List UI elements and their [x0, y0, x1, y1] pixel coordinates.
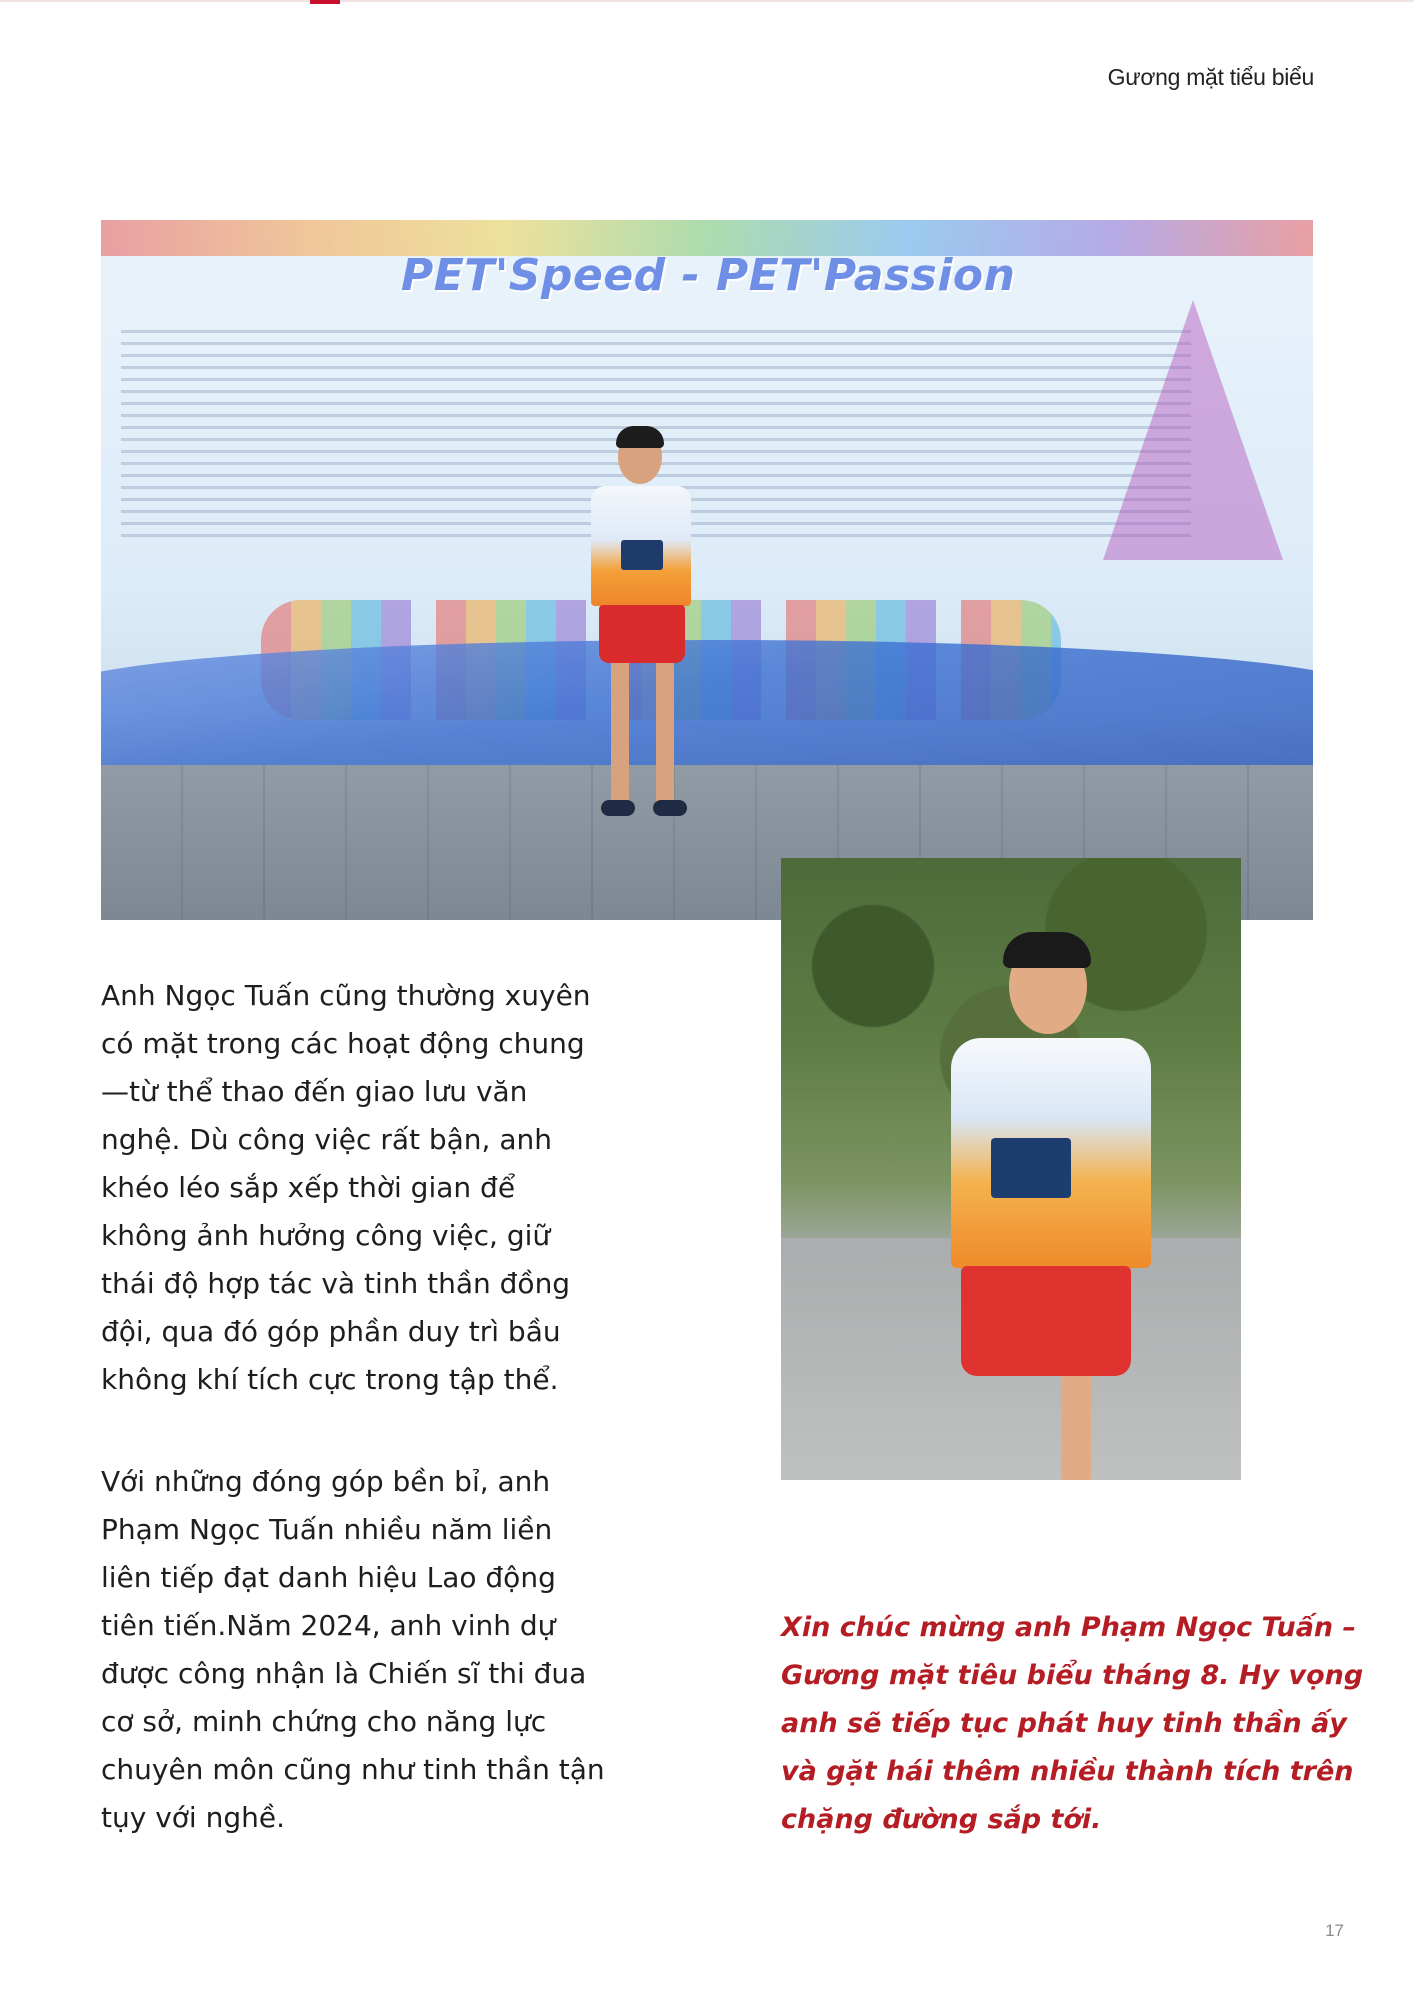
- top-rule: [0, 0, 1414, 2]
- text-line: Với những đóng góp bền bỉ, anh: [101, 1465, 551, 1498]
- page-number: 17: [1325, 1921, 1344, 1940]
- text-line: đội, qua đó góp phần duy trì bầu: [101, 1315, 561, 1348]
- text-line: và gặt hái thêm nhiều thành tích trên: [781, 1756, 1354, 1787]
- text-line: liên tiếp đạt danh hiệu Lao động: [101, 1561, 556, 1594]
- text-line: Xin chúc mừng anh Phạm Ngọc Tuấn –: [781, 1612, 1357, 1643]
- text-line: anh sẽ tiếp tục phát huy tinh thần ấy: [781, 1708, 1347, 1739]
- section-title: Gương mặt tiểu biểu: [1107, 64, 1314, 90]
- top-accent-mark: [310, 0, 340, 4]
- text-line: có mặt trong các hoạt động chung: [101, 1027, 585, 1060]
- text-line: không ảnh hưởng công việc, giữ: [101, 1219, 551, 1252]
- standing-runner: [571, 430, 711, 850]
- text-line: Gương mặt tiêu biểu tháng 8. Hy vọng: [781, 1660, 1364, 1691]
- paragraph-achievements: [101, 1458, 621, 1842]
- text-line: khéo léo sắp xếp thời gian để: [101, 1171, 516, 1204]
- text-line: chặng đường sắp tới.: [781, 1804, 1102, 1835]
- congratulations-message: [781, 1604, 1364, 1844]
- paragraph-activities: [101, 972, 621, 1404]
- race-bib: [991, 1138, 1071, 1198]
- banner-slogan: PET'Speed - PET'Passion: [401, 250, 1016, 301]
- text-line: —từ thể thao đến giao lưu văn: [101, 1075, 528, 1108]
- text-line: được công nhận là Chiến sĩ thi đua: [101, 1657, 587, 1690]
- text-line: tiên tiến.Năm 2024, anh vinh dự: [101, 1609, 556, 1642]
- race-bib: [621, 540, 663, 570]
- text-line: Phạm Ngọc Tuấn nhiều năm liền: [101, 1513, 553, 1546]
- event-backdrop-photo: [101, 220, 1313, 920]
- text-line: chuyên môn cũng như tinh thần tận: [101, 1753, 605, 1786]
- banner-graphic: [1103, 300, 1283, 560]
- text-line: Anh Ngọc Tuấn cũng thường xuyên: [101, 979, 591, 1012]
- text-line: cơ sở, minh chứng cho năng lực: [101, 1705, 547, 1738]
- text-line: nghệ. Dù công việc rất bận, anh: [101, 1123, 552, 1156]
- text-line: không khí tích cực trong tập thể.: [101, 1363, 559, 1396]
- text-line: thái độ hợp tác và tinh thần đồng: [101, 1267, 571, 1300]
- text-line: tụy với nghề.: [101, 1801, 285, 1834]
- running-photo: [781, 858, 1241, 1480]
- running-man: [931, 938, 1171, 1478]
